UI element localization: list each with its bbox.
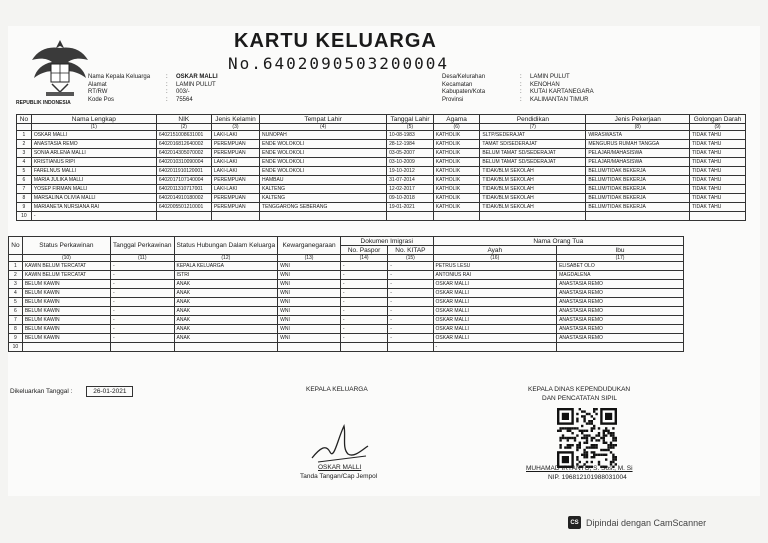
table-cell: HAMBAU <box>260 176 387 185</box>
table-cell: 5 <box>17 167 32 176</box>
column-header: Tempat Lahir <box>260 115 387 124</box>
table-cell: ANTONIUS RAI <box>433 271 557 280</box>
table-cell: - <box>388 316 433 325</box>
table-cell <box>557 343 684 352</box>
table-cell: KATHOLIK <box>433 176 480 185</box>
table-cell: - <box>110 325 174 334</box>
table-cell: ELISABET OLO <box>557 262 684 271</box>
table-cell: - <box>340 316 387 325</box>
table-cell: 6402151008631001 <box>156 131 211 140</box>
table-cell <box>211 212 259 221</box>
family-head-name: OSKAR MALLI <box>318 464 362 471</box>
table-cell: - <box>388 289 433 298</box>
table-cell: - <box>110 262 174 271</box>
table-cell: OSKAR MALLI <box>433 325 557 334</box>
col-header-status: Status Perkawinan <box>22 237 110 255</box>
column-header: Nama Lengkap <box>31 115 156 124</box>
table-cell <box>433 212 480 221</box>
table-cell: ANAK <box>174 325 278 334</box>
col-header-ayah: Ayah <box>433 246 557 255</box>
issued-label: Dikeluarkan Tanggal : <box>10 388 73 395</box>
table-cell: OSKAR MALLI <box>433 316 557 325</box>
table-cell: 1 <box>17 131 32 140</box>
table-cell: OSKAR MALLI <box>433 289 557 298</box>
dept-title-line1: KEPALA DINAS KEPENDUDUKAN <box>528 386 631 393</box>
table-cell <box>480 212 586 221</box>
header-row: Kode Pos : 75564 <box>88 96 193 103</box>
column-header: Pendidikan <box>480 115 586 124</box>
column-index: (11) <box>110 255 174 262</box>
col-header-orang-tua: Nama Orang Tua <box>433 237 683 246</box>
table-cell: ANASTASIA REMO <box>557 334 684 343</box>
table-cell: 6402011910120001 <box>156 167 211 176</box>
table-cell: - <box>110 280 174 289</box>
col-header-tanggal: Tanggal Perkawinan <box>110 237 174 255</box>
table-cell: PEREMPUAN <box>211 203 259 212</box>
table-cell: ANAK <box>174 334 278 343</box>
table-cell: ENDE WOLOKOLI <box>260 149 387 158</box>
table-cell: - <box>388 325 433 334</box>
column-index: (9) <box>690 124 746 131</box>
table-row <box>9 343 684 352</box>
table-cell: WNI <box>278 289 341 298</box>
table-cell: - <box>433 343 557 352</box>
table-cell: TIDAK/BLM SEKOLAH <box>480 185 586 194</box>
column-index: (3) <box>211 124 259 131</box>
column-index: (13) <box>278 255 341 262</box>
table-cell: 6402014305070002 <box>156 149 211 158</box>
table-cell: 6402010310090004 <box>156 158 211 167</box>
table-cell: 6402017107140004 <box>156 176 211 185</box>
header-row: Provinsi : KALIMANTAN TIMUR <box>442 96 589 103</box>
table-cell: WNI <box>278 298 341 307</box>
table-cell: TIDAK TAHU <box>690 167 746 176</box>
table-cell: ANAK <box>174 280 278 289</box>
table-cell: TIDAK TAHU <box>690 185 746 194</box>
table-cell: OSKAR MALLI <box>433 334 557 343</box>
header-row: Nama Kepala Keluarga : OSKAR MALLI <box>88 74 218 80</box>
table-row <box>9 334 684 343</box>
col-header-ibu: Ibu <box>557 246 684 255</box>
table-cell: ANAK <box>174 289 278 298</box>
header-row: RT/RW : 003/- <box>88 89 190 95</box>
table-cell: TIDAK/BLM SEKOLAH <box>480 203 586 212</box>
table-cell: ANAK <box>174 316 278 325</box>
camscanner-watermark <box>568 514 706 531</box>
table-cell: NUNOPAH <box>260 131 387 140</box>
table-cell <box>22 343 110 352</box>
table-cell: WNI <box>278 316 341 325</box>
table-cell: 6402016812640002 <box>156 140 211 149</box>
table-cell: WNI <box>278 334 341 343</box>
table-cell: ANASTASIA REMO <box>557 298 684 307</box>
table-cell: PEREMPUAN <box>211 149 259 158</box>
table-cell: - <box>388 334 433 343</box>
table-cell: - <box>340 307 387 316</box>
table-cell: ANASTASIA REMO <box>557 325 684 334</box>
table-row <box>9 298 684 307</box>
table-cell: KATHOLIK <box>433 194 480 203</box>
table-cell: ANAK <box>174 298 278 307</box>
table-cell: KALTENG <box>260 194 387 203</box>
issued-date: 26-01-2021 <box>86 386 133 397</box>
table-cell: WIRASWASTA <box>586 131 690 140</box>
table-cell: ANASTASIA REMO <box>31 140 156 149</box>
document-title: KARTU KELUARGA <box>234 30 437 52</box>
family-head-title: KEPALA KELUARGA <box>306 386 368 393</box>
table-cell: OSKAR MALLI <box>433 307 557 316</box>
table-cell: TAMAT SD/SEDERAJAT <box>480 140 586 149</box>
table-cell: PELAJAR/MAHASISWA <box>586 149 690 158</box>
table-cell: BELUM KAWIN <box>22 325 110 334</box>
table-cell: BELUM TAMAT SD/SEDERAJAT <box>480 149 586 158</box>
column-index <box>17 124 32 131</box>
column-header: NIK <box>156 115 211 124</box>
table-cell: BELUM/TIDAK BEKERJA <box>586 194 690 203</box>
table-cell: TIDAK TAHU <box>690 194 746 203</box>
table-cell: BELUM/TIDAK BEKERJA <box>586 203 690 212</box>
table-cell: 3 <box>17 149 32 158</box>
table-cell: 10 <box>9 343 23 352</box>
table-cell: BELUM KAWIN <box>22 307 110 316</box>
table-cell: KALTENG <box>260 185 387 194</box>
table-cell: KATHOLIK <box>433 149 480 158</box>
table-cell: TIDAK TAHU <box>690 176 746 185</box>
table-cell: - <box>110 307 174 316</box>
table-cell: - <box>388 307 433 316</box>
table-cell: ISTRI <box>174 271 278 280</box>
column-index: (14) <box>340 255 387 262</box>
column-index: (10) <box>22 255 110 262</box>
table-cell: WNI <box>278 262 341 271</box>
table-cell: 10-08-1983 <box>387 131 434 140</box>
official-name: MUHAMAD IRYANTO, S. Sos., M. Si <box>526 465 633 472</box>
column-index <box>9 255 23 262</box>
table-cell: PEREMPUAN <box>211 140 259 149</box>
table-cell <box>174 343 278 352</box>
table-cell <box>156 212 211 221</box>
col-header-hubungan: Status Hubungan Dalam Keluarga <box>174 237 278 255</box>
table-cell: KAWIN BELUM TERCATAT <box>22 262 110 271</box>
table-cell <box>586 212 690 221</box>
table-cell: BELUM KAWIN <box>22 280 110 289</box>
table-cell: KATHOLIK <box>433 185 480 194</box>
column-index: (5) <box>387 124 434 131</box>
col-header-no: No <box>9 237 23 255</box>
column-index: (1) <box>31 124 156 131</box>
table-cell: - <box>110 334 174 343</box>
table-cell: FARELNUS MALLI <box>31 167 156 176</box>
table-cell: - <box>340 289 387 298</box>
table-cell: KATHOLIK <box>433 140 480 149</box>
table-cell: 4 <box>17 158 32 167</box>
table-cell: 6 <box>17 176 32 185</box>
table-cell: 6 <box>9 307 23 316</box>
table-cell: KEPALA KELUARGA <box>174 262 278 271</box>
table-cell: SONIA ARLENA MALLI <box>31 149 156 158</box>
table-cell: 6402011310717001 <box>156 185 211 194</box>
family-card-number: No.6402090503200004 <box>228 54 450 73</box>
table-row <box>17 149 746 158</box>
table-row <box>9 307 684 316</box>
table-cell: 7 <box>9 316 23 325</box>
table-cell: 2 <box>17 140 32 149</box>
table-cell: - <box>388 271 433 280</box>
table-cell: BELUM/TIDAK BEKERJA <box>586 176 690 185</box>
table-cell: 8 <box>17 194 32 203</box>
table-cell: ENDE WOLOKOLI <box>260 140 387 149</box>
table-cell: 4 <box>9 289 23 298</box>
table-cell: OSKAR MALLI <box>433 280 557 289</box>
table-cell: 2 <box>9 271 23 280</box>
table-cell: 19-01-2021 <box>387 203 434 212</box>
table-cell: 1 <box>9 262 23 271</box>
table-cell: TIDAK TAHU <box>690 140 746 149</box>
table-cell: KAWIN BELUM TERCATAT <box>22 271 110 280</box>
emblem-caption: REPUBLIK INDONESIA <box>16 100 71 106</box>
table-cell: 03-10-2009 <box>387 158 434 167</box>
header-row: Alamat : LAMIN PULUT <box>88 81 216 88</box>
table-cell: KATHOLIK <box>433 158 480 167</box>
column-header: Tanggal Lahir <box>387 115 434 124</box>
column-index: (7) <box>480 124 586 131</box>
table-cell: ANASTASIA REMO <box>557 316 684 325</box>
header-row: Desa/Kelurahan : LAMIN PULUT <box>442 74 570 80</box>
official-nip: NIP. 196812101988031004 <box>548 474 627 481</box>
table-row <box>17 167 746 176</box>
table-cell: KATHOLIK <box>433 167 480 176</box>
table-cell: WNI <box>278 307 341 316</box>
table-cell: WNI <box>278 325 341 334</box>
table-cell: - <box>110 316 174 325</box>
table-cell: - <box>110 289 174 298</box>
table-cell: LAKI-LAKI <box>211 167 259 176</box>
column-index: (12) <box>174 255 278 262</box>
table-cell: OSKAR MALLI <box>31 131 156 140</box>
table-cell: BELUM KAWIN <box>22 298 110 307</box>
table-cell: PEREMPUAN <box>211 176 259 185</box>
column-header: Golongan Darah <box>690 115 746 124</box>
table-cell: WNI <box>278 280 341 289</box>
table-cell: - <box>340 262 387 271</box>
issued-date-line <box>10 386 133 397</box>
table-cell: - <box>388 262 433 271</box>
dept-title-line2: DAN PENCATATAN SIPIL <box>542 395 618 402</box>
camscanner-icon: CS <box>568 516 581 529</box>
table-cell: - <box>340 298 387 307</box>
col-header-dokumen: Dokumen Imigrasi <box>340 237 433 246</box>
table-row <box>9 289 684 298</box>
column-header: Jenis Kelamin <box>211 115 259 124</box>
table-cell: KATHOLIK <box>433 131 480 140</box>
family-card-document <box>8 26 760 496</box>
table-cell: TIDAK TAHU <box>690 203 746 212</box>
table-row <box>17 212 746 221</box>
table-cell: - <box>388 298 433 307</box>
table-cell: MAGDALENA <box>557 271 684 280</box>
table-cell: 19-10-2012 <box>387 167 434 176</box>
table-cell <box>260 212 387 221</box>
table-cell: TIDAK TAHU <box>690 149 746 158</box>
table-cell: - <box>388 280 433 289</box>
table-cell: 7 <box>17 185 32 194</box>
table-cell: PELAJAR/MAHASISWA <box>586 158 690 167</box>
table-cell: - <box>31 212 156 221</box>
table-cell: TIDAK/BLM SEKOLAH <box>480 167 586 176</box>
table-cell: PETRUS LESU <box>433 262 557 271</box>
table-cell <box>110 343 174 352</box>
table-cell: YOSEP FIRMAN MALLI <box>31 185 156 194</box>
table-cell: BELUM KAWIN <box>22 316 110 325</box>
table-cell: LAKI-LAKI <box>211 158 259 167</box>
header-row: Kabupaten/Kota : KUTAI KARTANEGARA <box>442 89 594 95</box>
table-cell: 28-12-1984 <box>387 140 434 149</box>
table-cell: ENDE WOLOKOLI <box>260 167 387 176</box>
table-cell: ENDE WOLOKOLI <box>260 158 387 167</box>
table-cell: 9 <box>17 203 32 212</box>
table-row <box>9 316 684 325</box>
table-cell: LAKI-LAKI <box>211 185 259 194</box>
table-cell: 6402014910180002 <box>156 194 211 203</box>
table-cell: ANASTASIA REMO <box>557 289 684 298</box>
table-cell <box>388 343 433 352</box>
table-cell: 31-07-2014 <box>387 176 434 185</box>
table-row <box>9 262 684 271</box>
signature-caption: Tanda Tangan/Cap Jempol <box>300 473 378 480</box>
header-right-info <box>442 74 594 104</box>
column-index: (8) <box>586 124 690 131</box>
header-left-info <box>88 74 218 104</box>
table-cell: TENGGARONG SEBERANG <box>260 203 387 212</box>
col-header-kitap: No. KITAP <box>388 246 433 255</box>
column-header: No <box>17 115 32 124</box>
table-cell: 8 <box>9 325 23 334</box>
table-cell <box>278 343 341 352</box>
table-cell: - <box>340 280 387 289</box>
table-cell: 03-05-2007 <box>387 149 434 158</box>
table-cell: 10 <box>17 212 32 221</box>
table-row <box>9 280 684 289</box>
table-cell: ANASTASIA REMO <box>557 280 684 289</box>
col-header-kewarganegaraan: Kewarganegaraan <box>278 237 341 255</box>
column-index: (17) <box>557 255 684 262</box>
table-row <box>9 271 684 280</box>
table-cell: TIDAK TAHU <box>690 131 746 140</box>
table-row <box>17 194 746 203</box>
table-cell: TIDAK TAHU <box>690 158 746 167</box>
table-cell <box>690 212 746 221</box>
qr-code-icon <box>556 408 618 468</box>
table-row <box>17 158 746 167</box>
table-cell: - <box>340 334 387 343</box>
column-index: (2) <box>156 124 211 131</box>
table-row <box>17 131 746 140</box>
table-cell: 09-10-2018 <box>387 194 434 203</box>
table-row <box>17 203 746 212</box>
table-row <box>17 185 746 194</box>
col-header-paspor: No. Paspor <box>340 246 387 255</box>
table-cell: OSKAR MALLI <box>433 298 557 307</box>
table-cell: 3 <box>9 280 23 289</box>
table-cell: - <box>340 271 387 280</box>
family-members-table <box>16 114 746 221</box>
signature-icon <box>308 418 372 466</box>
table-cell: BELUM KAWIN <box>22 334 110 343</box>
garuda-emblem-icon <box>30 36 90 98</box>
table-cell: - <box>340 325 387 334</box>
marital-citizenship-table <box>8 236 684 352</box>
table-cell: 5 <box>9 298 23 307</box>
table-row <box>9 325 684 334</box>
table-cell: KATHOLIK <box>433 203 480 212</box>
column-index: (15) <box>388 255 433 262</box>
table-cell: TIDAK/BLM SEKOLAH <box>480 194 586 203</box>
table-cell: WNI <box>278 271 341 280</box>
table-cell: 6402005501210001 <box>156 203 211 212</box>
table-cell: TIDAK/BLM SEKOLAH <box>480 176 586 185</box>
table-cell: BELUM KAWIN <box>22 289 110 298</box>
camscanner-label: Dipindai dengan CamScanner <box>586 517 707 528</box>
table-row <box>17 176 746 185</box>
table-cell: MARIA JULIKA MALLI <box>31 176 156 185</box>
table-cell: - <box>110 298 174 307</box>
table-cell: ANASTASIA REMO <box>557 307 684 316</box>
column-header: Jenis Pekerjaan <box>586 115 690 124</box>
table-cell: 12-02-2017 <box>387 185 434 194</box>
table-row <box>17 140 746 149</box>
table-cell: PEREMPUAN <box>211 194 259 203</box>
table-cell: 9 <box>9 334 23 343</box>
table-cell: MARSALINA OLIVIA MALLI <box>31 194 156 203</box>
header-row: Kecamatan : KENOHAN <box>442 81 560 88</box>
table-cell <box>387 212 434 221</box>
table-cell: ANAK <box>174 307 278 316</box>
column-header: Agama <box>433 115 480 124</box>
table-cell: MARIANETA NURSIANA RAI <box>31 203 156 212</box>
column-index: (16) <box>433 255 557 262</box>
column-index: (6) <box>433 124 480 131</box>
table-cell: MENGURUS RUMAH TANGGA <box>586 140 690 149</box>
table-cell: KRISTIANUS RIPI <box>31 158 156 167</box>
table-cell: BELUM/TIDAK BEKERJA <box>586 167 690 176</box>
table-cell <box>340 343 387 352</box>
column-index: (4) <box>260 124 387 131</box>
table-cell: BELUM/TIDAK BEKERJA <box>586 185 690 194</box>
table-cell: - <box>110 271 174 280</box>
table-cell: LAKI-LAKI <box>211 131 259 140</box>
table-cell: BELUM TAMAT SD/SEDERAJAT <box>480 158 586 167</box>
table-cell: SLTP/SEDERAJAT <box>480 131 586 140</box>
